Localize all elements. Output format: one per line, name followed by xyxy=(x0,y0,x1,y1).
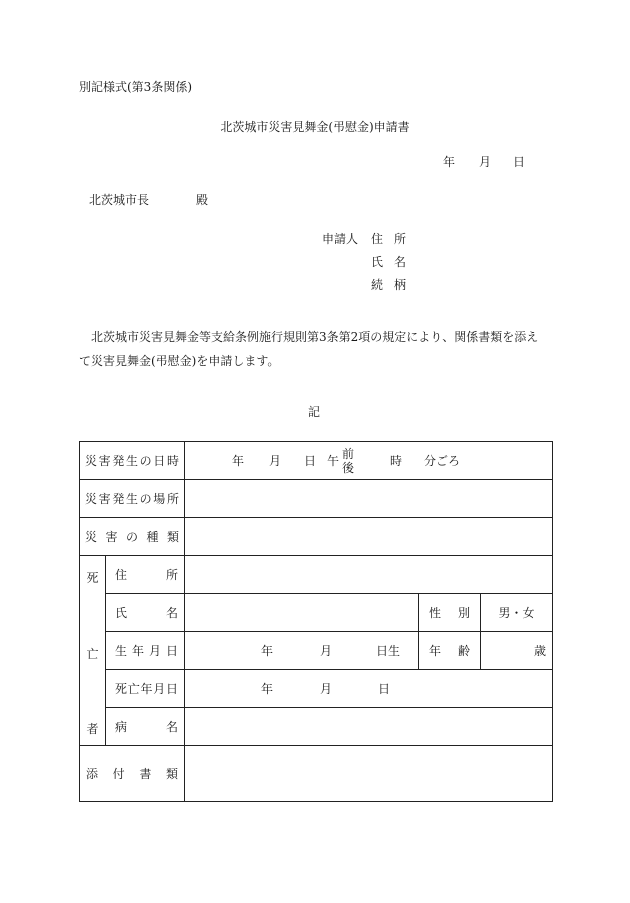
applicant-address-label-2: 所 xyxy=(394,232,407,246)
dt-hour: 時 xyxy=(390,454,403,468)
date-year: 年 xyxy=(443,155,456,169)
field-deceased-illness[interactable] xyxy=(185,708,553,746)
applicant-name-label-2: 名 xyxy=(394,255,407,269)
death-day: 日 xyxy=(378,682,391,696)
dt-month: 月 xyxy=(269,454,282,468)
dt-noon-prefix: 午 xyxy=(327,454,340,468)
applicant-address-label-1: 住 xyxy=(371,232,384,246)
addressee-honorific: 殿 xyxy=(196,193,209,207)
date-month: 月 xyxy=(479,155,492,169)
field-disaster-type[interactable] xyxy=(185,518,553,556)
label-deceased-name: 氏 名 xyxy=(106,594,185,632)
field-attachments[interactable] xyxy=(185,746,553,802)
label-disaster-type: 災 害 の 種 類 xyxy=(80,518,185,556)
label-deceased-birth: 生 年 月 日 xyxy=(106,632,185,670)
field-disaster-place[interactable] xyxy=(185,480,553,518)
field-deceased-address[interactable] xyxy=(185,556,553,594)
row-deceased-death xyxy=(80,670,553,708)
field-deceased-name[interactable] xyxy=(185,594,419,632)
row-deceased-address xyxy=(80,556,553,594)
row-disaster-place xyxy=(80,480,553,518)
dt-minute: 分ごろ xyxy=(424,454,461,468)
form-reference: 別記様式(第3条関係) xyxy=(79,80,192,94)
addressee-name: 北茨城市長 xyxy=(89,193,150,207)
note-heading: 記 xyxy=(308,405,321,419)
application-statement: 北茨城市災害見舞金等支給条例施行規則第3条第2項の規定により、関係書類を添えて災害見舞金(弔慰金)を申請します。 xyxy=(79,330,539,368)
date-day: 日 xyxy=(513,155,526,169)
row-deceased-illness xyxy=(80,708,553,746)
label-deceased-address: 住 所 xyxy=(106,556,185,594)
field-age[interactable] xyxy=(481,632,553,670)
applicant-relation-label-1: 続 xyxy=(371,278,384,292)
field-gender[interactable]: 男・女 xyxy=(481,594,553,632)
application-form-table xyxy=(79,441,553,802)
dt-pm: 後 xyxy=(342,461,355,475)
applicant-label: 申請人 xyxy=(322,232,359,246)
field-deceased-birth[interactable] xyxy=(185,632,419,670)
label-deceased-group: 死 亡 者 xyxy=(80,556,106,746)
birth-day: 日生 xyxy=(376,644,401,658)
dt-day: 日 xyxy=(304,454,317,468)
birth-year: 年 xyxy=(261,644,274,658)
birth-month: 月 xyxy=(320,644,333,658)
row-attachments xyxy=(80,746,553,802)
death-year: 年 xyxy=(261,682,274,696)
label-disaster-place: 災 害 発 生 の 場 所 xyxy=(80,480,185,518)
row-disaster-type xyxy=(80,518,553,556)
dt-am: 前 xyxy=(342,447,355,461)
label-deceased-illness: 病 名 xyxy=(106,708,185,746)
row-deceased-name xyxy=(80,594,553,632)
document-title: 北茨城市災害見舞金(弔慰金)申請書 xyxy=(220,120,410,134)
applicant-relation-label-2: 柄 xyxy=(394,278,407,292)
label-attachments: 添 付 書 類 xyxy=(80,746,185,802)
age-unit: 歳 xyxy=(534,644,547,658)
label-deceased-death: 死 亡 年 月 日 xyxy=(106,670,185,708)
label-gender: 性 別 xyxy=(419,594,481,632)
applicant-name-label-1: 氏 xyxy=(371,255,384,269)
label-age: 年 齢 xyxy=(419,632,481,670)
row-disaster-datetime xyxy=(80,442,553,480)
row-deceased-birth xyxy=(80,632,553,670)
dt-year: 年 xyxy=(232,454,245,468)
death-month: 月 xyxy=(320,682,333,696)
field-disaster-datetime[interactable] xyxy=(185,442,553,480)
field-deceased-death[interactable] xyxy=(185,670,553,708)
label-disaster-datetime: 災 害 発 生 の 日 時 xyxy=(80,442,185,480)
